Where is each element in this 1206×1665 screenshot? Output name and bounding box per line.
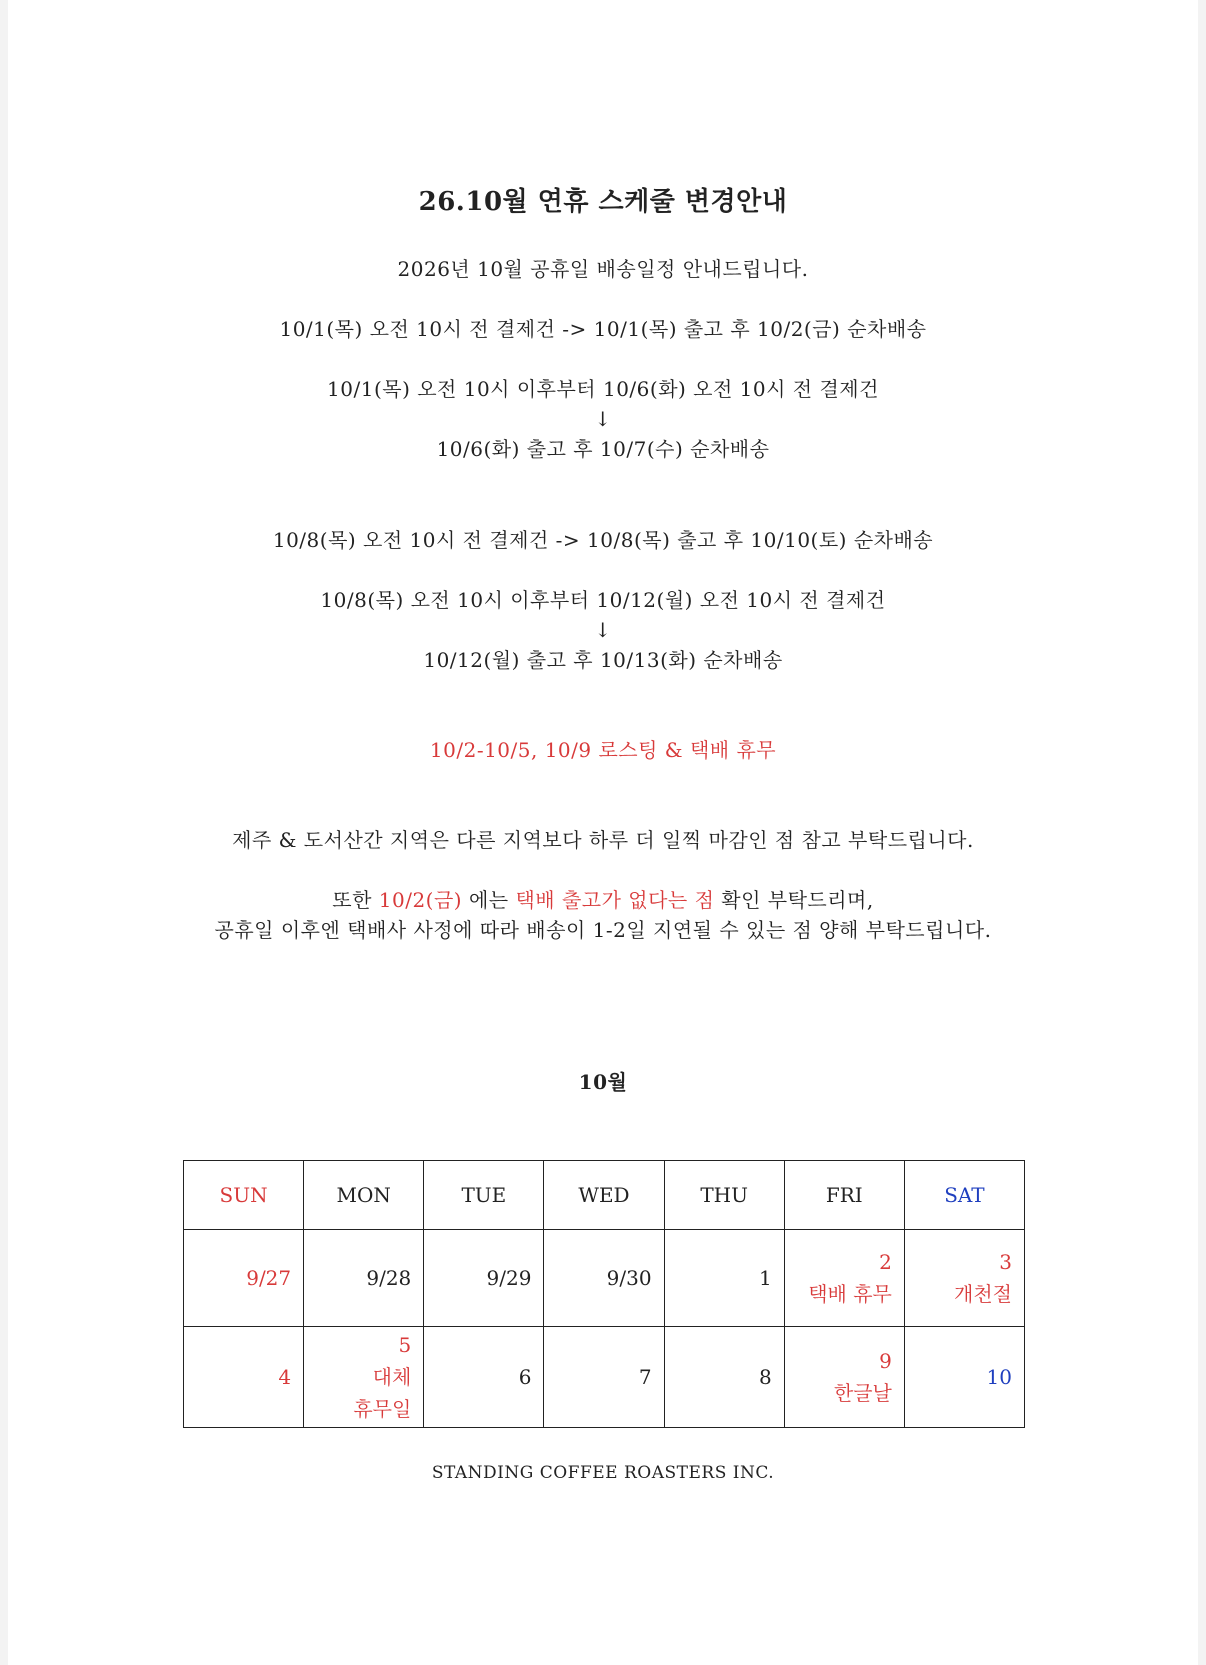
calendar-month-label: 10월 xyxy=(578,1070,628,1094)
calendar-date: 5 xyxy=(398,1333,412,1357)
document-page xyxy=(8,0,1198,1665)
day-header-wed: WED xyxy=(544,1161,664,1230)
calendar-cell-holiday xyxy=(784,1327,904,1428)
calendar-date: 2 xyxy=(879,1250,892,1274)
day-header-fri: FRI xyxy=(784,1161,904,1230)
no-shipping-notice xyxy=(8,887,1198,913)
down-arrow-icon: ↓ xyxy=(594,407,612,431)
calendar-note: 택배 휴무 xyxy=(808,1282,892,1306)
note-text: 또한 xyxy=(332,888,379,912)
calendar-cell: 8 xyxy=(664,1327,784,1428)
schedule-line-4a: 10/8(목) 오전 10시 이후부터 10/12(월) 오전 10시 전 결제건 xyxy=(320,588,886,612)
note-text: 확인 부탁드리며, xyxy=(714,888,874,912)
calendar-table xyxy=(183,1160,1025,1428)
calendar-cell: 4 xyxy=(184,1327,304,1428)
company-footer: STANDING COFFEE ROASTERS INC. xyxy=(431,1463,775,1483)
calendar-note: 휴무일 xyxy=(353,1397,412,1421)
calendar-cell: 9/27 xyxy=(184,1230,304,1327)
delay-notice: 공휴일 이후엔 택배사 사정에 따라 배송이 1-2일 지연될 수 있는 점 양해 부탁드립니다. xyxy=(214,918,992,942)
calendar-cell: 10 xyxy=(904,1327,1024,1428)
day-header-thu: THU xyxy=(664,1161,784,1230)
schedule-line-2b: 10/6(화) 출고 후 10/7(수) 순차배송 xyxy=(436,437,770,461)
calendar-note: 개천절 xyxy=(954,1282,1012,1306)
day-header-sat: SAT xyxy=(904,1161,1024,1230)
calendar-cell: 6 xyxy=(424,1327,544,1428)
calendar-cell: 1 xyxy=(664,1230,784,1327)
calendar-cell-holiday xyxy=(784,1230,904,1327)
jeju-notice: 제주 & 도서산간 지역은 다른 지역보다 하루 더 일찍 마감인 점 참고 부탁드립니다. xyxy=(232,828,974,852)
day-header-sun: SUN xyxy=(184,1161,304,1230)
day-header-tue: TUE xyxy=(424,1161,544,1230)
calendar-note: 대체 xyxy=(372,1365,412,1389)
page-title: 26.10월 연휴 스케줄 변경안내 xyxy=(418,187,788,217)
calendar-cell: 9/28 xyxy=(304,1230,424,1327)
calendar-cell-holiday xyxy=(304,1327,424,1428)
schedule-line-4b: 10/12(월) 출고 후 10/13(화) 순차배송 xyxy=(423,648,783,672)
calendar-header-row xyxy=(184,1161,1025,1230)
note-text: 에는 xyxy=(462,888,516,912)
calendar-note: 한글날 xyxy=(833,1381,892,1405)
calendar-week-row xyxy=(184,1327,1025,1428)
schedule-line-2a: 10/1(목) 오전 10시 이후부터 10/6(화) 오전 10시 전 결제건 xyxy=(327,377,879,401)
calendar-date: 9 xyxy=(879,1349,892,1373)
calendar-cell: 9/29 xyxy=(424,1230,544,1327)
calendar-cell: 9/30 xyxy=(544,1230,664,1327)
day-header-mon: MON xyxy=(304,1161,424,1230)
closure-notice: 10/2-10/5, 10/9 로스팅 & 택배 휴무 xyxy=(429,738,777,762)
down-arrow-icon: ↓ xyxy=(594,618,612,642)
note-highlight: 택배 출고가 없다는 점 xyxy=(515,888,715,912)
calendar-week-row xyxy=(184,1230,1025,1327)
intro-text: 2026년 10월 공휴일 배송일정 안내드립니다. xyxy=(397,257,809,281)
calendar-date: 3 xyxy=(999,1250,1012,1274)
calendar-cell-holiday xyxy=(904,1230,1024,1327)
schedule-line-3: 10/8(목) 오전 10시 전 결제건 -> 10/8(목) 출고 후 10/10(토) 순차배송 xyxy=(272,528,934,552)
schedule-line-1: 10/1(목) 오전 10시 전 결제건 -> 10/1(목) 출고 후 10/2(금) 순차배송 xyxy=(279,317,927,341)
calendar-cell: 7 xyxy=(544,1327,664,1428)
note-date: 10/2(금) xyxy=(378,888,463,912)
